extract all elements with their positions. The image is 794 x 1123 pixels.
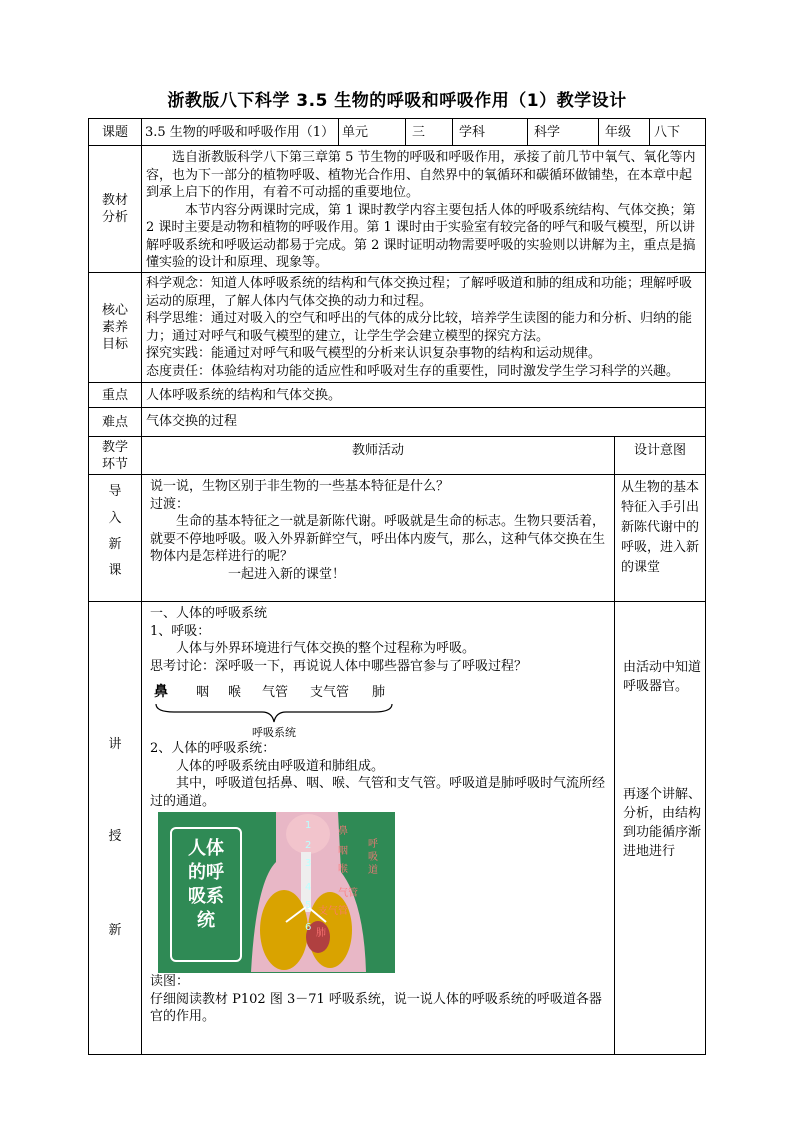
subject-value: 科学 — [527, 118, 599, 146]
literacy-content: 科学观念：知道人体呼吸系统的结构和气体交换过程；了解呼吸道和肺的组成和功能；理解呼吸运动的原理，了解人体内气体交换的动力和过程。 科学思维：通过对吸入的空气和呼出的气体的成分比较，培养学生读图的能力和分析、归纳的能力；通过对呼气和吸气模型的建立，让学生学会建立模型的探究方法。 探究实践：能通过对呼气和吸气模型的分析来认识复杂事物的结构和运动规律。 态度责任：体验结构对功能的适应性和呼吸对生存的重要性，同时激发学生学习科学的兴趣。 — [141, 272, 706, 383]
unit-label: 单元 — [338, 118, 406, 146]
brace — [154, 702, 394, 724]
lecture-design: 由活动中知道呼吸器官。 再逐个讲解、分析，由结构到功能循序渐进地进行 — [614, 601, 706, 1055]
difficult-label: 难点 — [88, 407, 142, 437]
material-label: 教材 分析 — [88, 145, 142, 273]
body-illustration — [246, 812, 395, 973]
grade-label: 年级 — [598, 118, 650, 146]
course-value: 3.5 生物的呼吸和呼吸作用（1） — [141, 118, 339, 146]
intro-stage: 导 入 新 课 — [88, 474, 142, 602]
material-content: 选自浙教版科学八下第三章第 5 节生物的呼吸和呼吸作用，承接了前几节中氧气、氧化等内容，也为下一部分的植物呼吸、植物光合作用、自然界中的氧循环和碳循环做铺垫，在本章中起到承上启下的作用，有着不可动摇的重要地位。 本节内容分两课时完成，第 1 课时教学内容主要包括人体的呼吸系统结构、气体交换；第 2 课时主要是动物和植物的呼吸作用。第 1 课时由于实验室有较完备的呼气和吸气模型，所以讲解呼吸系统和呼吸运动都易于完成。第 2 课时证明动物需要呼吸的实验则以讲解为主，重点是搞懂实验的设计和原理、现象等。 — [141, 145, 706, 273]
course-label: 课题 — [88, 118, 142, 146]
difficult-text: 气体交换的过程 — [141, 407, 706, 437]
key-text: 人体呼吸系统的结构和气体交换。 — [141, 382, 706, 408]
organ-diagram: 鼻 咽 喉 气管 支气管 肺 呼吸系统 — [154, 684, 404, 744]
page-title: 浙教版八下科学 3.5 生物的呼吸和呼吸作用（1）教学设计 — [167, 91, 627, 111]
key-label: 重点 — [88, 382, 142, 408]
image-title: 人体 的呼 吸系 统 — [170, 827, 242, 962]
subject-label: 学科 — [452, 118, 528, 146]
lecture-content: 一、人体的呼吸系统 1、呼吸： 人体与外界环境进行气体交换的整个过程称为呼吸。 思考讨论：深呼吸一下，再说说人体中哪些器官参与了呼吸过程？ 鼻 咽 喉 气管 支气管 肺 呼吸系统 2、人体的呼吸系统： 人体的呼吸系统由呼吸道和肺组成。 其中，呼吸道包括鼻、咽、喉、气管和支气管。呼吸道是肺呼吸时气流所经过的通道。 读图： 仔细阅读教材 P102 图 3－71 呼吸系统，说一说人体的呼吸系统的呼吸道各器官的作用。 — [141, 601, 615, 1055]
col-stage: 教学 环节 — [88, 436, 142, 475]
intro-content: 说一说，生物区别于非生物的一些基本特征是什么？ 过渡： 生命的基本特征之一就是新陈代谢。呼吸就是生命的标志。生物只要活着，就要不停地呼吸。吸入外界新鲜空气，呼出体内废气，那么，这种气体交换在生物体内是怎样进行的呢？ 一起进入新的课堂！ — [141, 474, 615, 602]
grade-value: 八下 — [649, 118, 706, 146]
respiratory-system-image: 人体 的呼 吸系 统 1 2 3 4 5 6 鼻 咽 喉 气管 支气管 肺 呼 吸 道 — [158, 812, 395, 973]
literacy-label: 核心 素养 目标 — [88, 272, 142, 383]
intro-design: 从生物的基本特征入手引出新陈代谢中的呼吸，进入新的课堂 — [614, 474, 706, 602]
col-teacher: 教师活动 — [141, 436, 615, 475]
col-design: 设计意图 — [614, 436, 706, 475]
lecture-stage: 讲 授 新 — [88, 601, 142, 1055]
unit-value: 三 — [405, 118, 453, 146]
airway-side-label: 呼 吸 道 — [368, 839, 378, 876]
